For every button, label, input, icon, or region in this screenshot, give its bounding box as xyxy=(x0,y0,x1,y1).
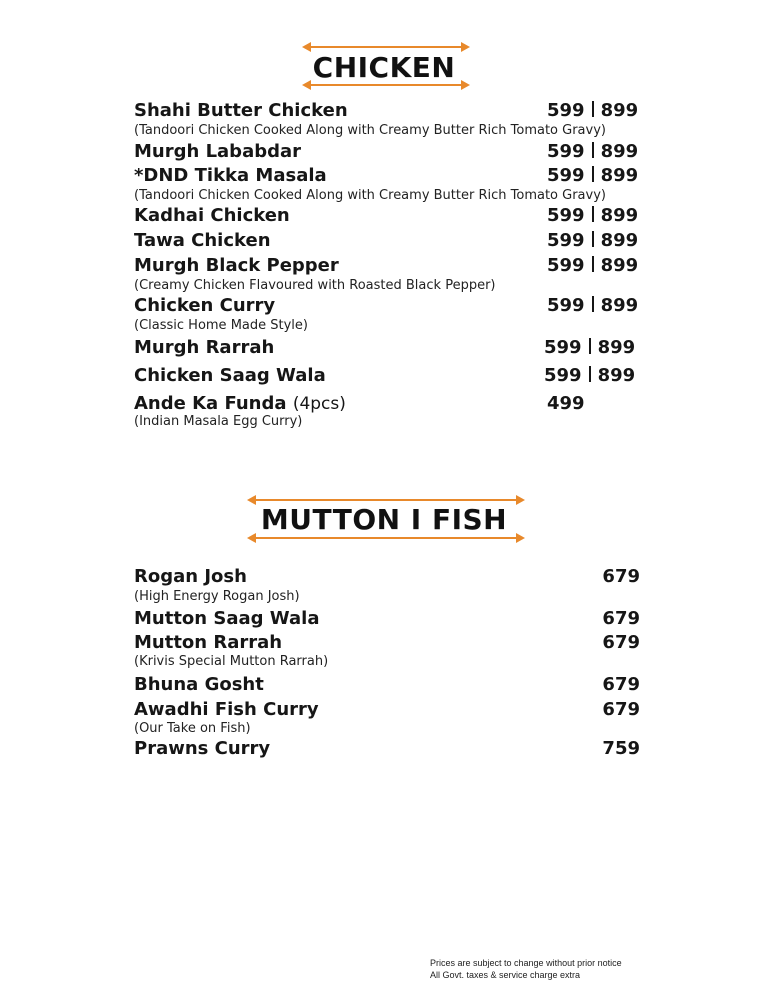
menu-item-name: Chicken Saag Wala xyxy=(134,365,326,386)
menu-item-price: 679 xyxy=(602,699,640,720)
menu-item-price: 679 xyxy=(602,632,640,653)
menu-item-price: 599 899 xyxy=(547,295,639,316)
menu-item-description: (Krivis Special Mutton Rarrah) xyxy=(134,654,329,669)
title-bottom-arrow xyxy=(247,531,525,545)
menu-item-name: Murgh Black Pepper xyxy=(134,255,339,276)
menu-item-name: Mutton Saag Wala xyxy=(134,608,320,629)
menu-item-description: (Creamy Chicken Flavoured with Roasted Black Pepper) xyxy=(134,278,496,293)
menu-item-quantity: (4pcs) xyxy=(292,394,346,414)
menu-item-name: Kadhai Chicken xyxy=(134,205,290,226)
menu-item-description: (Tandoori Chicken Cooked Along with Creamy Butter Rich Tomato Gravy) xyxy=(134,188,606,203)
menu-item-description: (Classic Home Made Style) xyxy=(134,318,308,333)
menu-item-name: Tawa Chicken xyxy=(134,230,271,251)
notice-line-1: Prices are subject to change without prior notice xyxy=(430,958,622,968)
menu-item-name: *DND Tikka Masala xyxy=(134,165,327,186)
menu-item-name: Rogan Josh xyxy=(134,566,247,587)
title-bottom-arrow xyxy=(302,78,470,92)
section-title-chicken: CHICKEN xyxy=(312,51,456,84)
menu-item-price: 599 899 xyxy=(544,337,636,358)
menu-item-price: 599 899 xyxy=(547,100,639,121)
menu-item-name: Mutton Rarrah xyxy=(134,632,283,653)
menu-item-price: 599 899 xyxy=(547,141,639,162)
menu-item-price: 679 xyxy=(602,608,640,629)
menu-item-price: 599 899 xyxy=(547,165,639,186)
menu-item-name: Bhuna Gosht xyxy=(134,674,264,695)
menu-item-description: (Indian Masala Egg Curry) xyxy=(134,414,303,429)
menu-item-description: (Our Take on Fish) xyxy=(134,721,251,736)
menu-item-price: 599 899 xyxy=(547,205,639,226)
menu-item-name: Chicken Curry xyxy=(134,295,276,316)
menu-item-name: Awadhi Fish Curry xyxy=(134,699,319,720)
menu-item-price: 599 899 xyxy=(547,255,639,276)
menu-item-description: (Tandoori Chicken Cooked Along with Creamy Butter Rich Tomato Gravy) xyxy=(134,123,606,138)
menu-item-name: Murgh Rarrah xyxy=(134,337,275,358)
price-notice xyxy=(430,957,622,981)
menu-item-name: Murgh Lababdar xyxy=(134,141,302,162)
menu-item-name: Shahi Butter Chicken xyxy=(134,100,348,121)
notice-line-2: All Govt. taxes & service charge extra xyxy=(430,970,581,980)
menu-item-price: 759 xyxy=(602,738,640,759)
menu-item-price: 599 899 xyxy=(544,365,636,386)
menu-item-name: Ande Ka Funda (4pcs) xyxy=(134,393,346,414)
section-title-mutton-fish: MUTTON I FISH xyxy=(260,503,508,536)
menu-item-price: 679 xyxy=(602,566,640,587)
menu-item-name: Prawns Curry xyxy=(134,738,271,759)
menu-item-price: 599 899 xyxy=(547,230,639,251)
menu-item-description: (High Energy Rogan Josh) xyxy=(134,589,300,604)
menu-item-price: 499 xyxy=(547,393,585,414)
menu-item-price: 679 xyxy=(602,674,640,695)
